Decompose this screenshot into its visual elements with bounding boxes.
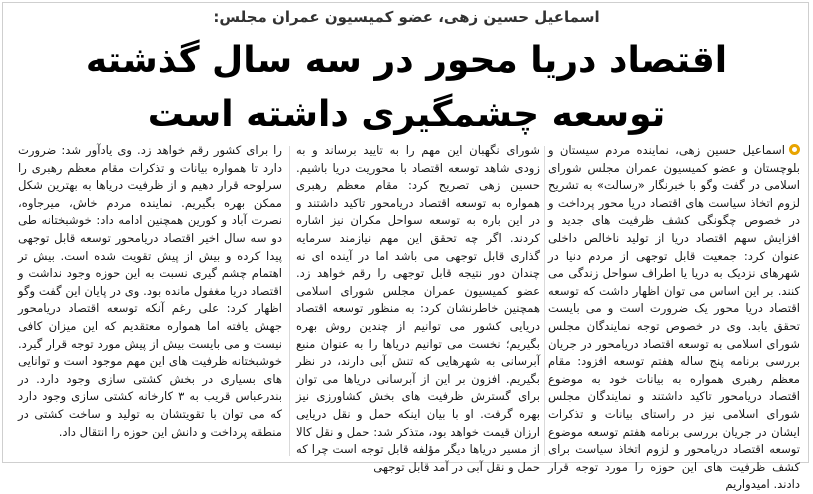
column-3-text: را برای کشور رقم خواهد زد. وی یادآور شد: ضرورت دارد تا همواره بیانات و تذکرات مقام معظم رهبری را سرلوحه قرار دهیم و از ظرفیت دریاها به بهترین شکل ممکن بهره بگیریم. نماینده مردم خاش، میرجاوه، نصرت آباد و کورین همچنین ادامه داد: خوشبختانه طی دو سه سال اخیر اقتصاد دریامحور توسعه قابل توجهی پیدا کرده و بیش از پیش تقویت شده است. بیش تر اهتمام چشم گیری نسبت به این حوزه وجود نداشت و اقتصاد دریا مغفول مانده بود. وی در پایان این گفت وگو اظهار کرد: علی رغم آنکه توسعه اقتصاد دریامحور جهش یافته اما همواره معتقدیم که این میزان کافی نیست و می بایست بیش از پیش مورد توجه قرار گیرد. خوشبختانه ظرفیت های این مهم موجود است و توانایی های بسیاری در بخش کشتی سازی وجود دارد. در بندرعباس قریب به ۳ کارخانه کشتی سازی وجود دارد که می توان با تقویتشان به تولید و ساخت کشتی در منطقه پرداخت و دانش این حوزه را انتقال داد. bbox=[18, 143, 283, 439]
article-headline-line-1: اقتصاد دریا محور در سه سال گذشته bbox=[85, 40, 728, 81]
column-2-text: شورای نگهبان این مهم را به تایید برساند و به زودی شاهد توسعه اقتصاد با محوریت دریا باشیم. حسین زهی تصریح کرد: مقام معظم رهبری همواره به توسعه اقتصاد دریامحور تاکید داشتند و در این باره به توسعه سواحل مکران نیز اشاره کردند. اگر چه تحقق این مهم نیازمند سرمایه گذاری قابل توجهی می باشد اما در آینده ای نه چندان دور نتیجه قابل توجهی را رقم خواهد زد. عضو کمیسیون عمران مجلس شورای اسلامی همچنین خاطرنشان کرد: به منظور توسعه اقتصاد دریایی کشور می توانیم از چندین روش بهره بگیریم؛ نخست می توانیم دریاها را به عنوان منبع آبرسانی به شهرهایی که تنش آبی دارند، در نظر بگیریم. افزون بر این از آبرسانی دریاها می توان برای گسترش ظرفیت های بخش کشاورزی نیز بهره گرفت. او با بیان اینکه حمل و نقل دریایی ارزان قیمت خواهد بود، متذکر شد: حمل و نقل کالا از مسیر دریاها دیگر مؤلفه قابل توجه است چرا که حمل و نقل آبی در آمد قابل توجهی bbox=[296, 143, 540, 474]
column-divider bbox=[544, 146, 545, 456]
article-headline-line-2: توسعه چشمگیری داشته است bbox=[147, 94, 666, 135]
article-column-1 bbox=[548, 142, 800, 492]
article-column-2 bbox=[296, 142, 540, 474]
column-divider bbox=[289, 146, 290, 456]
article-kicker: اسماعیل حسین زهی، عضو کمیسیون عمران مجلس: bbox=[213, 8, 600, 26]
column-1-text: اسماعیل حسین زهی، نماینده مردم سیستان و بلوچستان و عضو کمیسیون عمران مجلس شورای اسلامی در گفت وگو با خبرنگار «رسالت» به تشریح لزوم اتخاذ سیاست های اقتصاد دریا محور پرداخت و در خصوص چگونگی کشف ظرفیت های جدید و افزایش سهم اقتصاد دریا از تولید ناخالص داخلی عنوان کرد: جمعیت قابل توجهی از مردم دنیا در شهرهای نزدیک به دریا یا اطراف سواحل زندگی می کنند. بر این اساس می توان اظهار داشت که توسعه اقتصاد دریا محور یک ضرورت است و می بایست تحقق یابد. وی در خصوص توجه نمایندگان مجلس شورای اسلامی به توسعه اقتصاد دریامحور در جریان بررسی برنامه پنج ساله هفتم توسعه افزود: مقام معظم رهبری همواره به بیانات خود به موضوع اقتصاد دریامحور تاکید داشتند و نمایندگان مجلس شورای اسلامی نیز در راستای بیانات و تذکرات ایشان در جریان بررسی برنامه هفتم توسعه موضوع توسعه اقتصاد دریامحور و لزوم اتخاذ سیاست برای کشف ظرفیت های این حوزه را مورد توجه قرار دادند. امیدواریم bbox=[548, 143, 800, 492]
article-column-3 bbox=[18, 142, 282, 462]
bullet-icon bbox=[789, 144, 800, 155]
